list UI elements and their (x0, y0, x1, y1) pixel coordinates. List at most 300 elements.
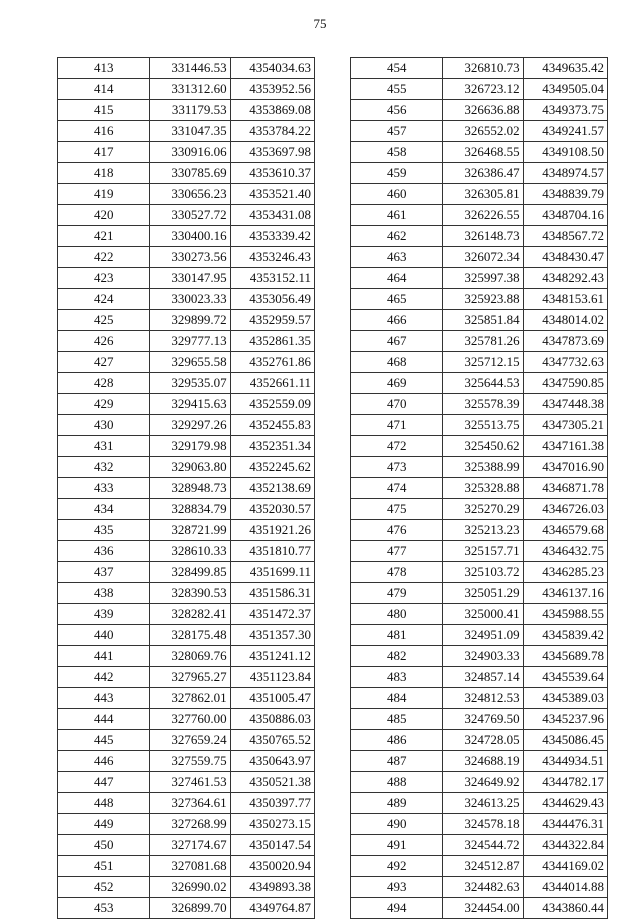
x-coordinate-cell: 326468.55 (443, 142, 523, 163)
y-coordinate-cell: 4350147.54 (230, 835, 314, 856)
table-row (351, 457, 608, 478)
y-coordinate-cell: 4352245.62 (230, 457, 314, 478)
point-number-cell: 445 (58, 730, 150, 751)
x-coordinate-cell: 330147.95 (150, 268, 230, 289)
x-coordinate-cell: 325923.88 (443, 289, 523, 310)
y-coordinate-cell: 4348430.47 (523, 247, 607, 268)
x-coordinate-cell: 325388.99 (443, 457, 523, 478)
table-row (351, 793, 608, 814)
y-coordinate-cell: 4348153.61 (523, 289, 607, 310)
point-number-cell: 423 (58, 268, 150, 289)
point-number-cell: 483 (351, 667, 443, 688)
x-coordinate-cell: 328834.79 (150, 499, 230, 520)
table-row (58, 730, 315, 751)
point-number-cell: 485 (351, 709, 443, 730)
point-number-cell: 472 (351, 436, 443, 457)
x-coordinate-cell: 324512.87 (443, 856, 523, 877)
y-coordinate-cell: 4350765.52 (230, 730, 314, 751)
x-coordinate-cell: 330527.72 (150, 205, 230, 226)
point-number-cell: 415 (58, 100, 150, 121)
point-number-cell: 478 (351, 562, 443, 583)
y-coordinate-cell: 4352761.86 (230, 352, 314, 373)
x-coordinate-cell: 327364.61 (150, 793, 230, 814)
point-number-cell: 444 (58, 709, 150, 730)
y-coordinate-cell: 4346432.75 (523, 541, 607, 562)
x-coordinate-cell: 327965.27 (150, 667, 230, 688)
x-coordinate-cell: 325103.72 (443, 562, 523, 583)
y-coordinate-cell: 4353431.08 (230, 205, 314, 226)
point-number-cell: 414 (58, 79, 150, 100)
x-coordinate-cell: 325712.15 (443, 352, 523, 373)
x-coordinate-cell: 324544.72 (443, 835, 523, 856)
point-number-cell: 491 (351, 835, 443, 856)
table-row (351, 142, 608, 163)
x-coordinate-cell: 325997.38 (443, 268, 523, 289)
y-coordinate-cell: 4345839.42 (523, 625, 607, 646)
x-coordinate-cell: 329415.63 (150, 394, 230, 415)
x-coordinate-cell: 330656.23 (150, 184, 230, 205)
x-coordinate-cell: 327862.01 (150, 688, 230, 709)
point-number-cell: 453 (58, 898, 150, 919)
x-coordinate-cell: 326386.47 (443, 163, 523, 184)
y-coordinate-cell: 4346579.68 (523, 520, 607, 541)
x-coordinate-cell: 329179.98 (150, 436, 230, 457)
table-row (58, 562, 315, 583)
y-coordinate-cell: 4347161.38 (523, 436, 607, 457)
point-number-cell: 468 (351, 352, 443, 373)
x-coordinate-cell: 327461.53 (150, 772, 230, 793)
point-number-cell: 471 (351, 415, 443, 436)
y-coordinate-cell: 4353952.56 (230, 79, 314, 100)
point-number-cell: 451 (58, 856, 150, 877)
y-coordinate-cell: 4347016.90 (523, 457, 607, 478)
y-coordinate-cell: 4350643.97 (230, 751, 314, 772)
table-row (351, 436, 608, 457)
table-row (351, 856, 608, 877)
table-row (58, 373, 315, 394)
table-row (58, 583, 315, 604)
point-number-cell: 487 (351, 751, 443, 772)
table-row (58, 121, 315, 142)
x-coordinate-cell: 328282.41 (150, 604, 230, 625)
table-row (58, 289, 315, 310)
x-coordinate-cell: 324613.25 (443, 793, 523, 814)
table-row (351, 835, 608, 856)
x-coordinate-cell: 326552.02 (443, 121, 523, 142)
table-row (58, 163, 315, 184)
point-number-cell: 437 (58, 562, 150, 583)
x-coordinate-cell: 326810.73 (443, 58, 523, 79)
coordinates-table-left (57, 57, 315, 919)
y-coordinate-cell: 4353056.49 (230, 289, 314, 310)
x-coordinate-cell: 330023.33 (150, 289, 230, 310)
y-coordinate-cell: 4350020.94 (230, 856, 314, 877)
table-row (351, 730, 608, 751)
point-number-cell: 459 (351, 163, 443, 184)
x-coordinate-cell: 328610.33 (150, 541, 230, 562)
y-coordinate-cell: 4348292.43 (523, 268, 607, 289)
table-row (58, 268, 315, 289)
point-number-cell: 454 (351, 58, 443, 79)
x-coordinate-cell: 330785.69 (150, 163, 230, 184)
x-coordinate-cell: 325851.84 (443, 310, 523, 331)
table-row (351, 247, 608, 268)
x-coordinate-cell: 331179.53 (150, 100, 230, 121)
x-coordinate-cell: 327760.00 (150, 709, 230, 730)
point-number-cell: 465 (351, 289, 443, 310)
y-coordinate-cell: 4345389.03 (523, 688, 607, 709)
point-number-cell: 435 (58, 520, 150, 541)
y-coordinate-cell: 4353784.22 (230, 121, 314, 142)
point-number-cell: 431 (58, 436, 150, 457)
point-number-cell: 463 (351, 247, 443, 268)
x-coordinate-cell: 326072.34 (443, 247, 523, 268)
table-row (351, 646, 608, 667)
x-coordinate-cell: 329655.58 (150, 352, 230, 373)
x-coordinate-cell: 324857.14 (443, 667, 523, 688)
y-coordinate-cell: 4352351.34 (230, 436, 314, 457)
point-number-cell: 452 (58, 877, 150, 898)
point-number-cell: 434 (58, 499, 150, 520)
point-number-cell: 449 (58, 814, 150, 835)
table-row (351, 100, 608, 121)
x-coordinate-cell: 325270.29 (443, 499, 523, 520)
y-coordinate-cell: 4349505.04 (523, 79, 607, 100)
x-coordinate-cell: 327268.99 (150, 814, 230, 835)
x-coordinate-cell: 330916.06 (150, 142, 230, 163)
table-row (58, 772, 315, 793)
x-coordinate-cell: 328390.53 (150, 583, 230, 604)
table-row (58, 898, 315, 919)
point-number-cell: 441 (58, 646, 150, 667)
point-number-cell: 425 (58, 310, 150, 331)
table-row (351, 751, 608, 772)
x-coordinate-cell: 324769.50 (443, 709, 523, 730)
x-coordinate-cell: 328069.76 (150, 646, 230, 667)
point-number-cell: 461 (351, 205, 443, 226)
y-coordinate-cell: 4352861.35 (230, 331, 314, 352)
y-coordinate-cell: 4353697.98 (230, 142, 314, 163)
x-coordinate-cell: 331446.53 (150, 58, 230, 79)
y-coordinate-cell: 4352661.11 (230, 373, 314, 394)
y-coordinate-cell: 4352559.09 (230, 394, 314, 415)
point-number-cell: 490 (351, 814, 443, 835)
point-number-cell: 419 (58, 184, 150, 205)
x-coordinate-cell: 325513.75 (443, 415, 523, 436)
x-coordinate-cell: 327081.68 (150, 856, 230, 877)
table-row (58, 856, 315, 877)
y-coordinate-cell: 4353521.40 (230, 184, 314, 205)
table-row (351, 898, 608, 919)
point-number-cell: 417 (58, 142, 150, 163)
point-number-cell: 456 (351, 100, 443, 121)
table-row (58, 352, 315, 373)
y-coordinate-cell: 4351586.31 (230, 583, 314, 604)
y-coordinate-cell: 4349373.75 (523, 100, 607, 121)
table-row (351, 478, 608, 499)
point-number-cell: 489 (351, 793, 443, 814)
table-row (58, 625, 315, 646)
y-coordinate-cell: 4346726.03 (523, 499, 607, 520)
table-row (58, 226, 315, 247)
x-coordinate-cell: 328499.85 (150, 562, 230, 583)
x-coordinate-cell: 325051.29 (443, 583, 523, 604)
point-number-cell: 467 (351, 331, 443, 352)
point-number-cell: 493 (351, 877, 443, 898)
table-body-right (351, 58, 608, 919)
x-coordinate-cell: 325781.26 (443, 331, 523, 352)
y-coordinate-cell: 4345988.55 (523, 604, 607, 625)
y-coordinate-cell: 4344934.51 (523, 751, 607, 772)
x-coordinate-cell: 326990.02 (150, 877, 230, 898)
table-row (351, 373, 608, 394)
point-number-cell: 421 (58, 226, 150, 247)
table-row (351, 604, 608, 625)
y-coordinate-cell: 4351472.37 (230, 604, 314, 625)
point-number-cell: 436 (58, 541, 150, 562)
table-row (58, 142, 315, 163)
point-number-cell: 458 (351, 142, 443, 163)
table-row (58, 205, 315, 226)
table-row (58, 688, 315, 709)
x-coordinate-cell: 329063.80 (150, 457, 230, 478)
table-row (58, 499, 315, 520)
table-row (351, 667, 608, 688)
point-number-cell: 420 (58, 205, 150, 226)
table-row (351, 541, 608, 562)
x-coordinate-cell: 325157.71 (443, 541, 523, 562)
x-coordinate-cell: 325000.41 (443, 604, 523, 625)
table-row (351, 58, 608, 79)
table-row (351, 268, 608, 289)
table-row (351, 688, 608, 709)
point-number-cell: 426 (58, 331, 150, 352)
table-row (58, 646, 315, 667)
point-number-cell: 479 (351, 583, 443, 604)
y-coordinate-cell: 4346871.78 (523, 478, 607, 499)
x-coordinate-cell: 324903.33 (443, 646, 523, 667)
table-row (351, 814, 608, 835)
point-number-cell: 430 (58, 415, 150, 436)
x-coordinate-cell: 324482.63 (443, 877, 523, 898)
point-number-cell: 482 (351, 646, 443, 667)
point-number-cell: 477 (351, 541, 443, 562)
point-number-cell: 474 (351, 478, 443, 499)
table-row (58, 541, 315, 562)
x-coordinate-cell: 326899.70 (150, 898, 230, 919)
point-number-cell: 462 (351, 226, 443, 247)
table-row (58, 457, 315, 478)
x-coordinate-cell: 324728.05 (443, 730, 523, 751)
y-coordinate-cell: 4353246.43 (230, 247, 314, 268)
x-coordinate-cell: 327659.24 (150, 730, 230, 751)
y-coordinate-cell: 4350521.38 (230, 772, 314, 793)
point-number-cell: 418 (58, 163, 150, 184)
y-coordinate-cell: 4348704.16 (523, 205, 607, 226)
x-coordinate-cell: 327174.67 (150, 835, 230, 856)
table-row (351, 520, 608, 541)
x-coordinate-cell: 325450.62 (443, 436, 523, 457)
y-coordinate-cell: 4349635.42 (523, 58, 607, 79)
x-coordinate-cell: 324578.18 (443, 814, 523, 835)
y-coordinate-cell: 4344169.02 (523, 856, 607, 877)
y-coordinate-cell: 4344322.84 (523, 835, 607, 856)
y-coordinate-cell: 4348567.72 (523, 226, 607, 247)
y-coordinate-cell: 4349893.38 (230, 877, 314, 898)
x-coordinate-cell: 329535.07 (150, 373, 230, 394)
table-row (351, 184, 608, 205)
table-row (58, 247, 315, 268)
y-coordinate-cell: 4352959.57 (230, 310, 314, 331)
y-coordinate-cell: 4351921.26 (230, 520, 314, 541)
point-number-cell: 460 (351, 184, 443, 205)
y-coordinate-cell: 4346285.23 (523, 562, 607, 583)
y-coordinate-cell: 4344629.43 (523, 793, 607, 814)
y-coordinate-cell: 4343860.44 (523, 898, 607, 919)
y-coordinate-cell: 4349108.50 (523, 142, 607, 163)
point-number-cell: 448 (58, 793, 150, 814)
y-coordinate-cell: 4351357.30 (230, 625, 314, 646)
page-number: 75 (313, 16, 327, 31)
table-row (58, 79, 315, 100)
table-row (351, 352, 608, 373)
x-coordinate-cell: 329777.13 (150, 331, 230, 352)
point-number-cell: 476 (351, 520, 443, 541)
point-number-cell: 466 (351, 310, 443, 331)
table-row (351, 310, 608, 331)
y-coordinate-cell: 4352455.83 (230, 415, 314, 436)
point-number-cell: 494 (351, 898, 443, 919)
y-coordinate-cell: 4351241.12 (230, 646, 314, 667)
point-number-cell: 442 (58, 667, 150, 688)
table-row (58, 751, 315, 772)
x-coordinate-cell: 324951.09 (443, 625, 523, 646)
y-coordinate-cell: 4354034.63 (230, 58, 314, 79)
table-row (58, 100, 315, 121)
y-coordinate-cell: 4349764.87 (230, 898, 314, 919)
table-row (351, 877, 608, 898)
y-coordinate-cell: 4347305.21 (523, 415, 607, 436)
y-coordinate-cell: 4346137.16 (523, 583, 607, 604)
y-coordinate-cell: 4349241.57 (523, 121, 607, 142)
y-coordinate-cell: 4347873.69 (523, 331, 607, 352)
point-number-cell: 450 (58, 835, 150, 856)
point-number-cell: 475 (351, 499, 443, 520)
x-coordinate-cell: 325578.39 (443, 394, 523, 415)
y-coordinate-cell: 4345237.96 (523, 709, 607, 730)
table-row (58, 394, 315, 415)
x-coordinate-cell: 328175.48 (150, 625, 230, 646)
table-row (351, 289, 608, 310)
table-row (351, 394, 608, 415)
table-row (58, 814, 315, 835)
x-coordinate-cell: 330400.16 (150, 226, 230, 247)
table-row (351, 205, 608, 226)
y-coordinate-cell: 4350273.15 (230, 814, 314, 835)
x-coordinate-cell: 329297.26 (150, 415, 230, 436)
y-coordinate-cell: 4351699.11 (230, 562, 314, 583)
x-coordinate-cell: 330273.56 (150, 247, 230, 268)
y-coordinate-cell: 4350886.03 (230, 709, 314, 730)
table-row (351, 415, 608, 436)
table-row (58, 415, 315, 436)
table-row (58, 331, 315, 352)
table-row (351, 163, 608, 184)
point-number-cell: 440 (58, 625, 150, 646)
y-coordinate-cell: 4353869.08 (230, 100, 314, 121)
table-row (58, 877, 315, 898)
x-coordinate-cell: 325213.23 (443, 520, 523, 541)
x-coordinate-cell: 324649.92 (443, 772, 523, 793)
point-number-cell: 488 (351, 772, 443, 793)
table-row (58, 478, 315, 499)
x-coordinate-cell: 324454.00 (443, 898, 523, 919)
y-coordinate-cell: 4353610.37 (230, 163, 314, 184)
y-coordinate-cell: 4351810.77 (230, 541, 314, 562)
table-row (351, 79, 608, 100)
table-row (58, 835, 315, 856)
point-number-cell: 439 (58, 604, 150, 625)
point-number-cell: 416 (58, 121, 150, 142)
x-coordinate-cell: 325644.53 (443, 373, 523, 394)
table-row (58, 667, 315, 688)
y-coordinate-cell: 4350397.77 (230, 793, 314, 814)
point-number-cell: 424 (58, 289, 150, 310)
table-row (351, 583, 608, 604)
point-number-cell: 433 (58, 478, 150, 499)
y-coordinate-cell: 4351005.47 (230, 688, 314, 709)
table-row (58, 520, 315, 541)
y-coordinate-cell: 4344014.88 (523, 877, 607, 898)
point-number-cell: 492 (351, 856, 443, 877)
point-number-cell: 447 (58, 772, 150, 793)
table-row (351, 121, 608, 142)
point-number-cell: 443 (58, 688, 150, 709)
y-coordinate-cell: 4348974.57 (523, 163, 607, 184)
table-row (58, 184, 315, 205)
table-row (351, 709, 608, 730)
x-coordinate-cell: 326723.12 (443, 79, 523, 100)
x-coordinate-cell: 325328.88 (443, 478, 523, 499)
y-coordinate-cell: 4353152.11 (230, 268, 314, 289)
table-row (351, 625, 608, 646)
point-number-cell: 455 (351, 79, 443, 100)
point-number-cell: 438 (58, 583, 150, 604)
point-number-cell: 457 (351, 121, 443, 142)
coordinates-table-right (350, 57, 608, 919)
point-number-cell: 480 (351, 604, 443, 625)
table-body-left (58, 58, 315, 919)
point-number-cell: 469 (351, 373, 443, 394)
x-coordinate-cell: 326305.81 (443, 184, 523, 205)
point-number-cell: 446 (58, 751, 150, 772)
x-coordinate-cell: 327559.75 (150, 751, 230, 772)
y-coordinate-cell: 4352030.57 (230, 499, 314, 520)
y-coordinate-cell: 4347590.85 (523, 373, 607, 394)
x-coordinate-cell: 331312.60 (150, 79, 230, 100)
y-coordinate-cell: 4344476.31 (523, 814, 607, 835)
y-coordinate-cell: 4352138.69 (230, 478, 314, 499)
table-row (351, 226, 608, 247)
x-coordinate-cell: 326226.55 (443, 205, 523, 226)
point-number-cell: 470 (351, 394, 443, 415)
y-coordinate-cell: 4345689.78 (523, 646, 607, 667)
x-coordinate-cell: 331047.35 (150, 121, 230, 142)
x-coordinate-cell: 329899.72 (150, 310, 230, 331)
point-number-cell: 464 (351, 268, 443, 289)
x-coordinate-cell: 324688.19 (443, 751, 523, 772)
table-row (351, 772, 608, 793)
